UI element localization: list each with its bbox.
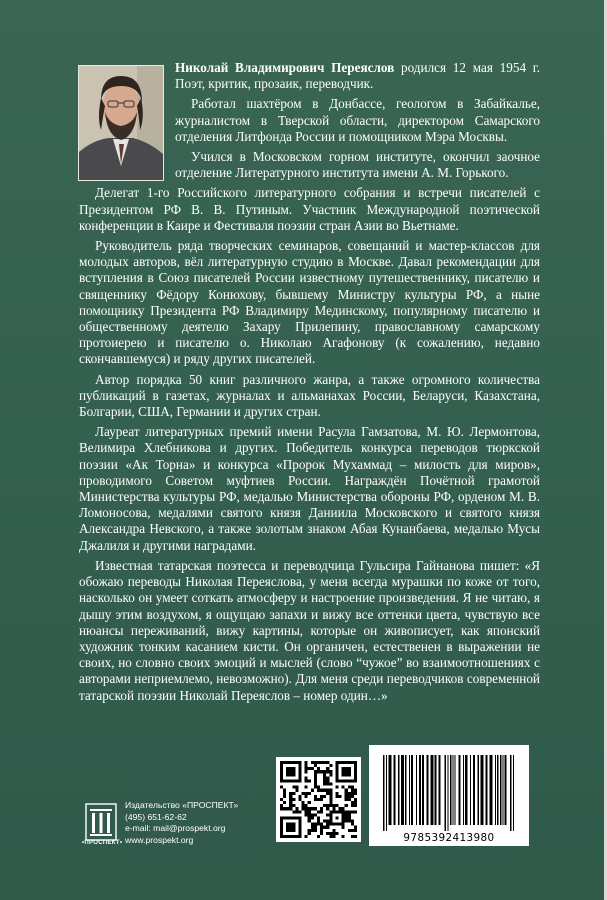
isbn-number: 9785392413980 <box>403 832 495 844</box>
publisher-contacts <box>125 800 238 846</box>
bio-paragraph-3: Учился в Московском горном институте, окончил заочное отделение Литературного института имени А. М. Горького. <box>175 149 540 181</box>
bio-paragraph-1: Николай Владимирович Переяслов родился 12 мая 1954 г. Поэт, критик, прозаик, переводчик. <box>175 60 540 92</box>
publisher-email: e-mail: mail@prospekt.org <box>125 823 226 834</box>
qr-code <box>276 757 361 842</box>
bio-paragraph-4: Делегат 1-го Российского литературного собрания и встречи писателей с Президентом РФ В. В. Путиным. Участник Международной поэтической конференции в Каире и Фестиваля поэзии стран Азии во Вьетнаме. <box>79 185 540 233</box>
author-bio <box>79 60 540 708</box>
bio-paragraph-2: Работал шахтёром в Донбассе, геологом в Забайкалье, журналистом в Тверской области, директором Самарского отделения Литфонда России и помощником Мэра Москвы. <box>175 96 540 144</box>
publisher-website: www.prospekt.org <box>125 834 194 845</box>
bio-paragraph-7: Лауреат литературных премий имени Расула Гамзатова, М. Ю. Лермонтова, Велимира Хлебникова и других. Победитель конкурса переводов тюркской поэзии «Ак Торна» и конкурса «Пророк Мухаммад – милость для миров», проводимого Советом муфтиев России. Награждён Почётной грамотой Министерства культуры РФ, медалью Министерства обороны РФ, орденом М. В. Ломоносова, медалями святого князя Даниила Московского и святого князя Александра Невского, а также золотым знаком Абая Кунанбаева, медалью Мусы Джалиля и другими наградами. <box>79 424 540 553</box>
bio-paragraph-5: Руководитель ряда творческих семинаров, совещаний и мастер-классов для молодых авторов, вёл литературную студию в Москве. Давал рекомендации для вступления в Союз писателей России известному путешественнику, писателю и священнику Фёдору Конюхову, бывшему Министру культуры РФ, а ныне помощнику Президента РФ Владимиру Мединскому, популярному писателю и общественному деятелю Захару Прилепину, православному самарскому протоиерею и писателю о. Николаю Агафонову (к сожалению, недавно скончавшемуся) и ряду других писателей. <box>79 238 540 367</box>
author-name: Николай Владимирович Переяслов <box>175 60 395 75</box>
bio-paragraph-6: Автор порядка 50 книг различного жанра, а также огромного количества публикаций в газетах, журналах и альманахах России, Беларуси, Казахстана, Болгарии, США, Германии и других стран. <box>79 371 540 420</box>
publisher-block <box>82 798 252 850</box>
publisher-brand: •ПРОСПЕКТ• <box>82 840 123 846</box>
isbn-barcode <box>369 745 529 846</box>
publisher-phone: (495) 651-62-62 <box>125 811 187 822</box>
bio-paragraph-8: Известная татарская поэтесса и переводчица Гульсира Гайнанова пишет: «Я обожаю переводы Николая Переяслова, у меня всегда мурашки по коже от того, насколько он умеет соткать атмосферу и настроение произведения. Я не читаю, я дышу этим воздухом, я ощущаю запахи и вижу все оттенки цвета, чувствую все нюансы переживаний, вижу картины, которые он живописует, как японский художник тонким касанием кисти. Он органичен, естественен в выражении не своих, но словно своих эмоций и мыслей (слово “чужое” во взаимоотношениях с авторами неприемлемо, невозможно). Для меня среди переводчиков современной татарской поэзии Николай Переяслов – номер один…» <box>79 557 540 703</box>
publisher-name: Издательство «ПРОСПЕКТ» <box>125 800 239 810</box>
